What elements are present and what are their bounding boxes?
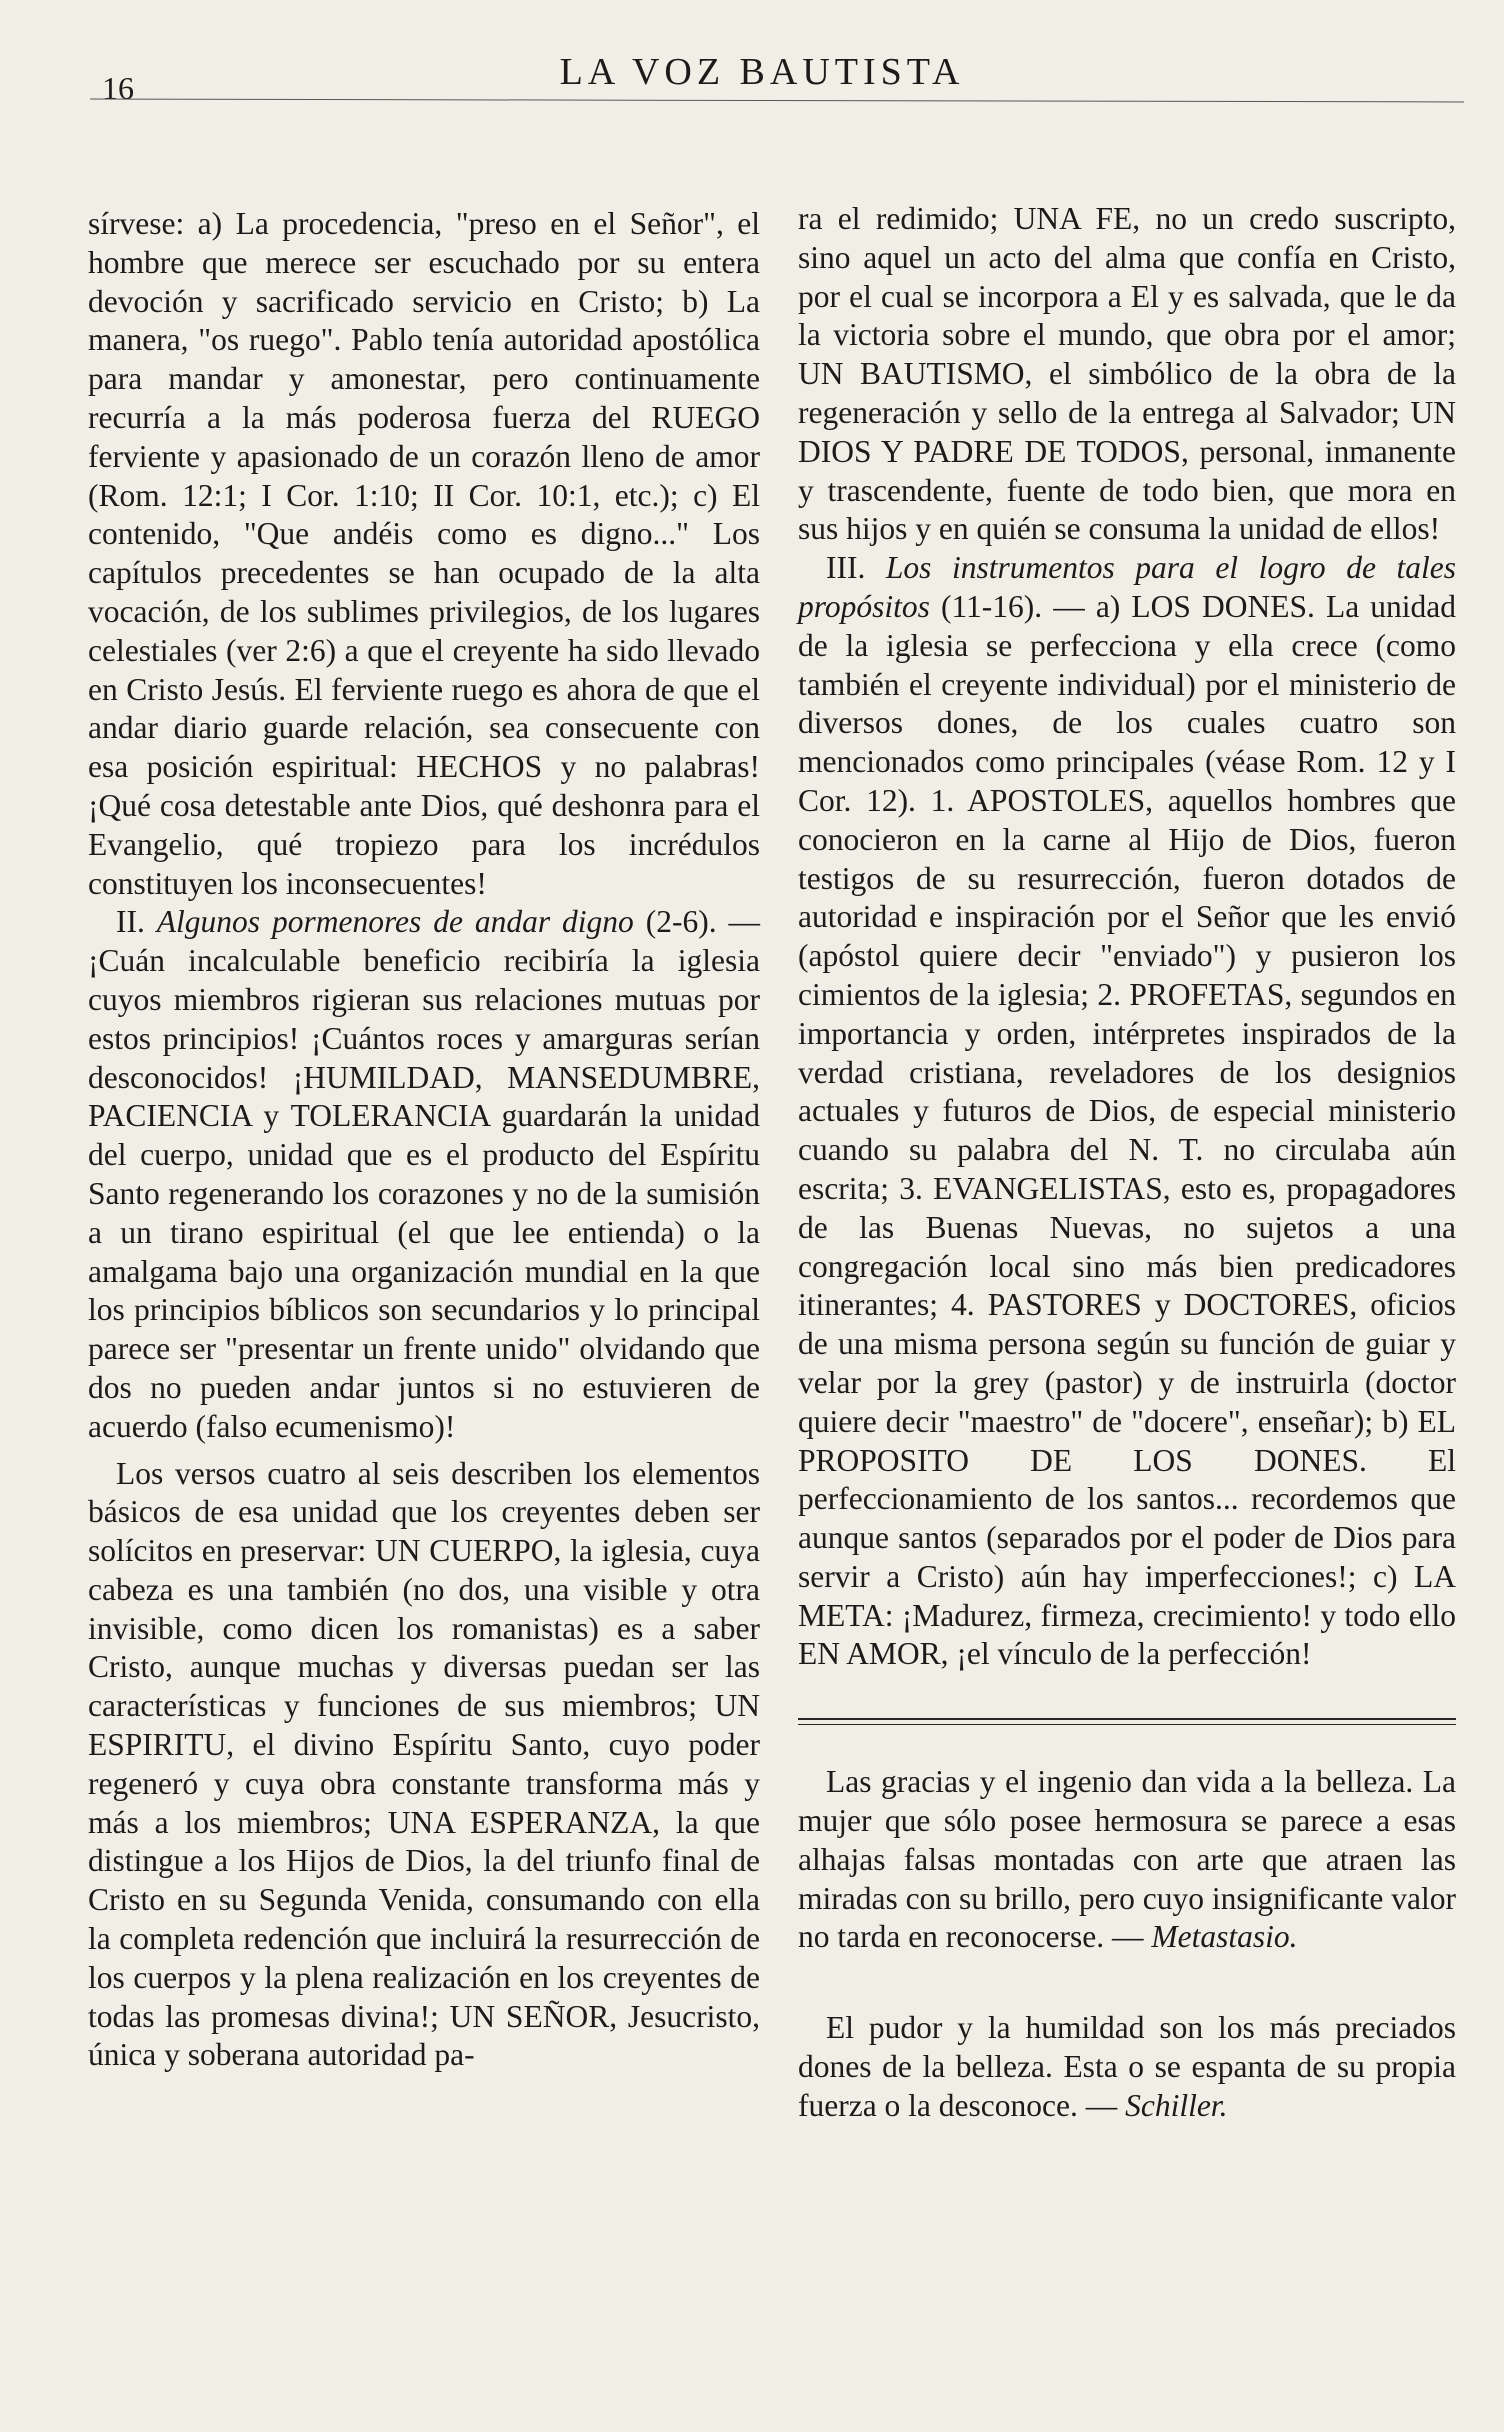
header-rule xyxy=(90,99,1464,103)
quote-text: El pudor y la humildad son los más preciados dones de la belleza. Esta o se espanta de su propia fuerza o la desconoce. — xyxy=(798,2010,1456,2123)
paragraph-unity-elements: Los versos cuatro al seis describen los elementos básicos de esa unidad que los creyentes deben ser solícitos en preservar: UN CUERPO, la iglesia, cuya cabeza es una también (no dos, una visible y otra invisible, como dicen los romanistas) es a saber Cristo, aunque muchas y diversas puedan ser las características y funciones de sus miembros; UN ESPIRITU, el divino Espíritu Santo, cuyo poder regeneró y cuya obra constante transforma más y más a los miembros; UNA ESPERANZA, la que distingue a los Hijos de Dios, la del triunfo final de Cristo en su Segunda Venida, consumando con ella la completa redención que incluirá la resurrección de los cuerpos y la plena realización en los creyentes de todas las promesas divina!; UN SEÑOR, Jesucristo, única y soberana autoridad pa- xyxy=(88,1455,760,2073)
right-column xyxy=(798,200,1456,2392)
quote-metastasio xyxy=(798,1763,1456,1957)
quote-author: Schiller. xyxy=(1125,2087,1228,2123)
left-column xyxy=(88,205,760,2392)
section-title: Algunos pormenores de andar digno xyxy=(156,904,634,940)
quote-author: Metastasio. xyxy=(1151,1919,1298,1955)
double-rule-divider xyxy=(798,1718,1456,1725)
quote-text: Las gracias y el ingenio dan vida a la belleza. La mujer que sólo posee hermosura se parece a esas alhajas falsas montadas con arte que atraen las miradas con su brillo, pero cuyo insignificante valor no tarda en reconocerse. — xyxy=(798,1764,1456,1955)
paragraph-continued: sírvese: a) La procedencia, "preso en el Señor", el hombre que merece ser escuchado por su entera devoción y sacrificado servicio en Cristo; b) La manera, "os ruego". Pablo tenía autoridad apostólica para mandar y amonestar, pero continuamente recurría a la más poderosa fuerza del RUEGO ferviente y apasionado de un corazón lleno de amor (Rom. 12:1; I Cor. 1:10; II Cor. 10:1, etc.); c) El contenido, "Que andéis como es digno..." Los capítulos precedentes se han ocupado de la alta vocación, de los sublimes privilegios, de los lugares celestiales (ver 2:6) a que el creyente ha sido llevado en Cristo Jesús. El ferviente ruego es ahora de que el andar diario guarde relación, sea consecuente con esa posición espiritual: HECHOS y no palabras! ¡Qué cosa detestable ante Dios, qué deshonra para el Evangelio, qué tropiezo para los incrédulos constituyen los inconsecuentes! xyxy=(88,206,760,901)
paragraph-continued-right: ra el redimido; UNA FE, no un credo suscripto, sino aquel un acto del alma que confía en Cristo, por el cual se incorpora a El y es salvada, que le da la victoria sobre el mundo, que obra por el amor; UN BAUTISMO, el simbólico de la obra de la regeneración y sello de la entrega al Salvador; UN DIOS Y PADRE DE TODOS, personal, inmanente y trascendente, fuente de todo bien, que mora en sus hijos y en quién se consuma la unidad de ellos! xyxy=(798,201,1456,547)
section-ii-paragraph xyxy=(88,903,760,1446)
quote-schiller xyxy=(798,2009,1456,2125)
running-head xyxy=(80,38,1444,106)
section-title: Los instrumentos para el logro de tales propósitos xyxy=(798,550,1456,624)
page-number: 16 xyxy=(102,70,134,106)
section-numeral: II. xyxy=(116,904,145,940)
journal-title: LA VOZ BAUTISTA xyxy=(559,51,965,93)
section-body: (11-16). — a) LOS DONES. La unidad de la iglesia se perfecciona y ella crece (como también el creyente individual) por el ministerio de diversos dones, de los cuales cuatro son mencionados como principales (véase Rom. 12 y I Cor. 12). 1. APOSTOLES, aquellos hombres que conocieron en la carne al Hijo de Dios, fueron testigos de su resurrección, fueron dotados de autoridad e inspiración por el Señor que les envió (apóstol quiere decir "enviado") y pusieron los cimientos de la iglesia; 2. PROFETAS, segundos en importancia y orden, intérpretes inspirados de la verdad cristiana, reveladores de los designios actuales y futuros de Dios, de especial ministerio cuando su palabra del N. T. no circulaba aún escrita; 3. EVANGELISTAS, esto es, propagadores de las Buenas Nuevas, no sujetos a una congregación local sino más bien predicadores itinerantes; 4. PASTORES y DOCTORES, oficios de una misma persona según su función de guiar y velar por la grey (pastor) y de instruirla (doctor quiere decir "maestro" de "docere", enseñar); b) EL PROPOSITO DE LOS DONES. El perfeccionamiento de los santos... recordemos que aunque santos (separados por el poder de Dios para servir a Cristo) aún hay imperfecciones!; c) LA META: ¡Madurez, firmeza, crecimiento! y todo ello EN AMOR, ¡el vínculo de la perfección! xyxy=(798,588,1456,1672)
section-iii-paragraph xyxy=(798,549,1456,1674)
section-numeral: III. xyxy=(826,550,866,586)
section-body: (2-6). — ¡Cuán incalculable beneficio recibiría la iglesia cuyos miembros rigieran sus relaciones mutuas por estos principios! ¡Cuántos roces y amarguras serían desconocidos! ¡HUMILDAD, MANSEDUMBRE, PACIENCIA y TOLERANCIA guardarán la unidad del cuerpo, unidad que es el producto del Espíritu Santo regenerando los corazones y no de la sumisión a un tirano espiritual (el que lee entienda) o la amalgama bajo una organización mundial en la que los principios bíblicos son secundarios y lo principal parece ser "presentar un frente unido" olvidando que dos no pueden andar juntos si no estuvieren de acuerdo (falso ecumenismo)! xyxy=(88,904,761,1444)
